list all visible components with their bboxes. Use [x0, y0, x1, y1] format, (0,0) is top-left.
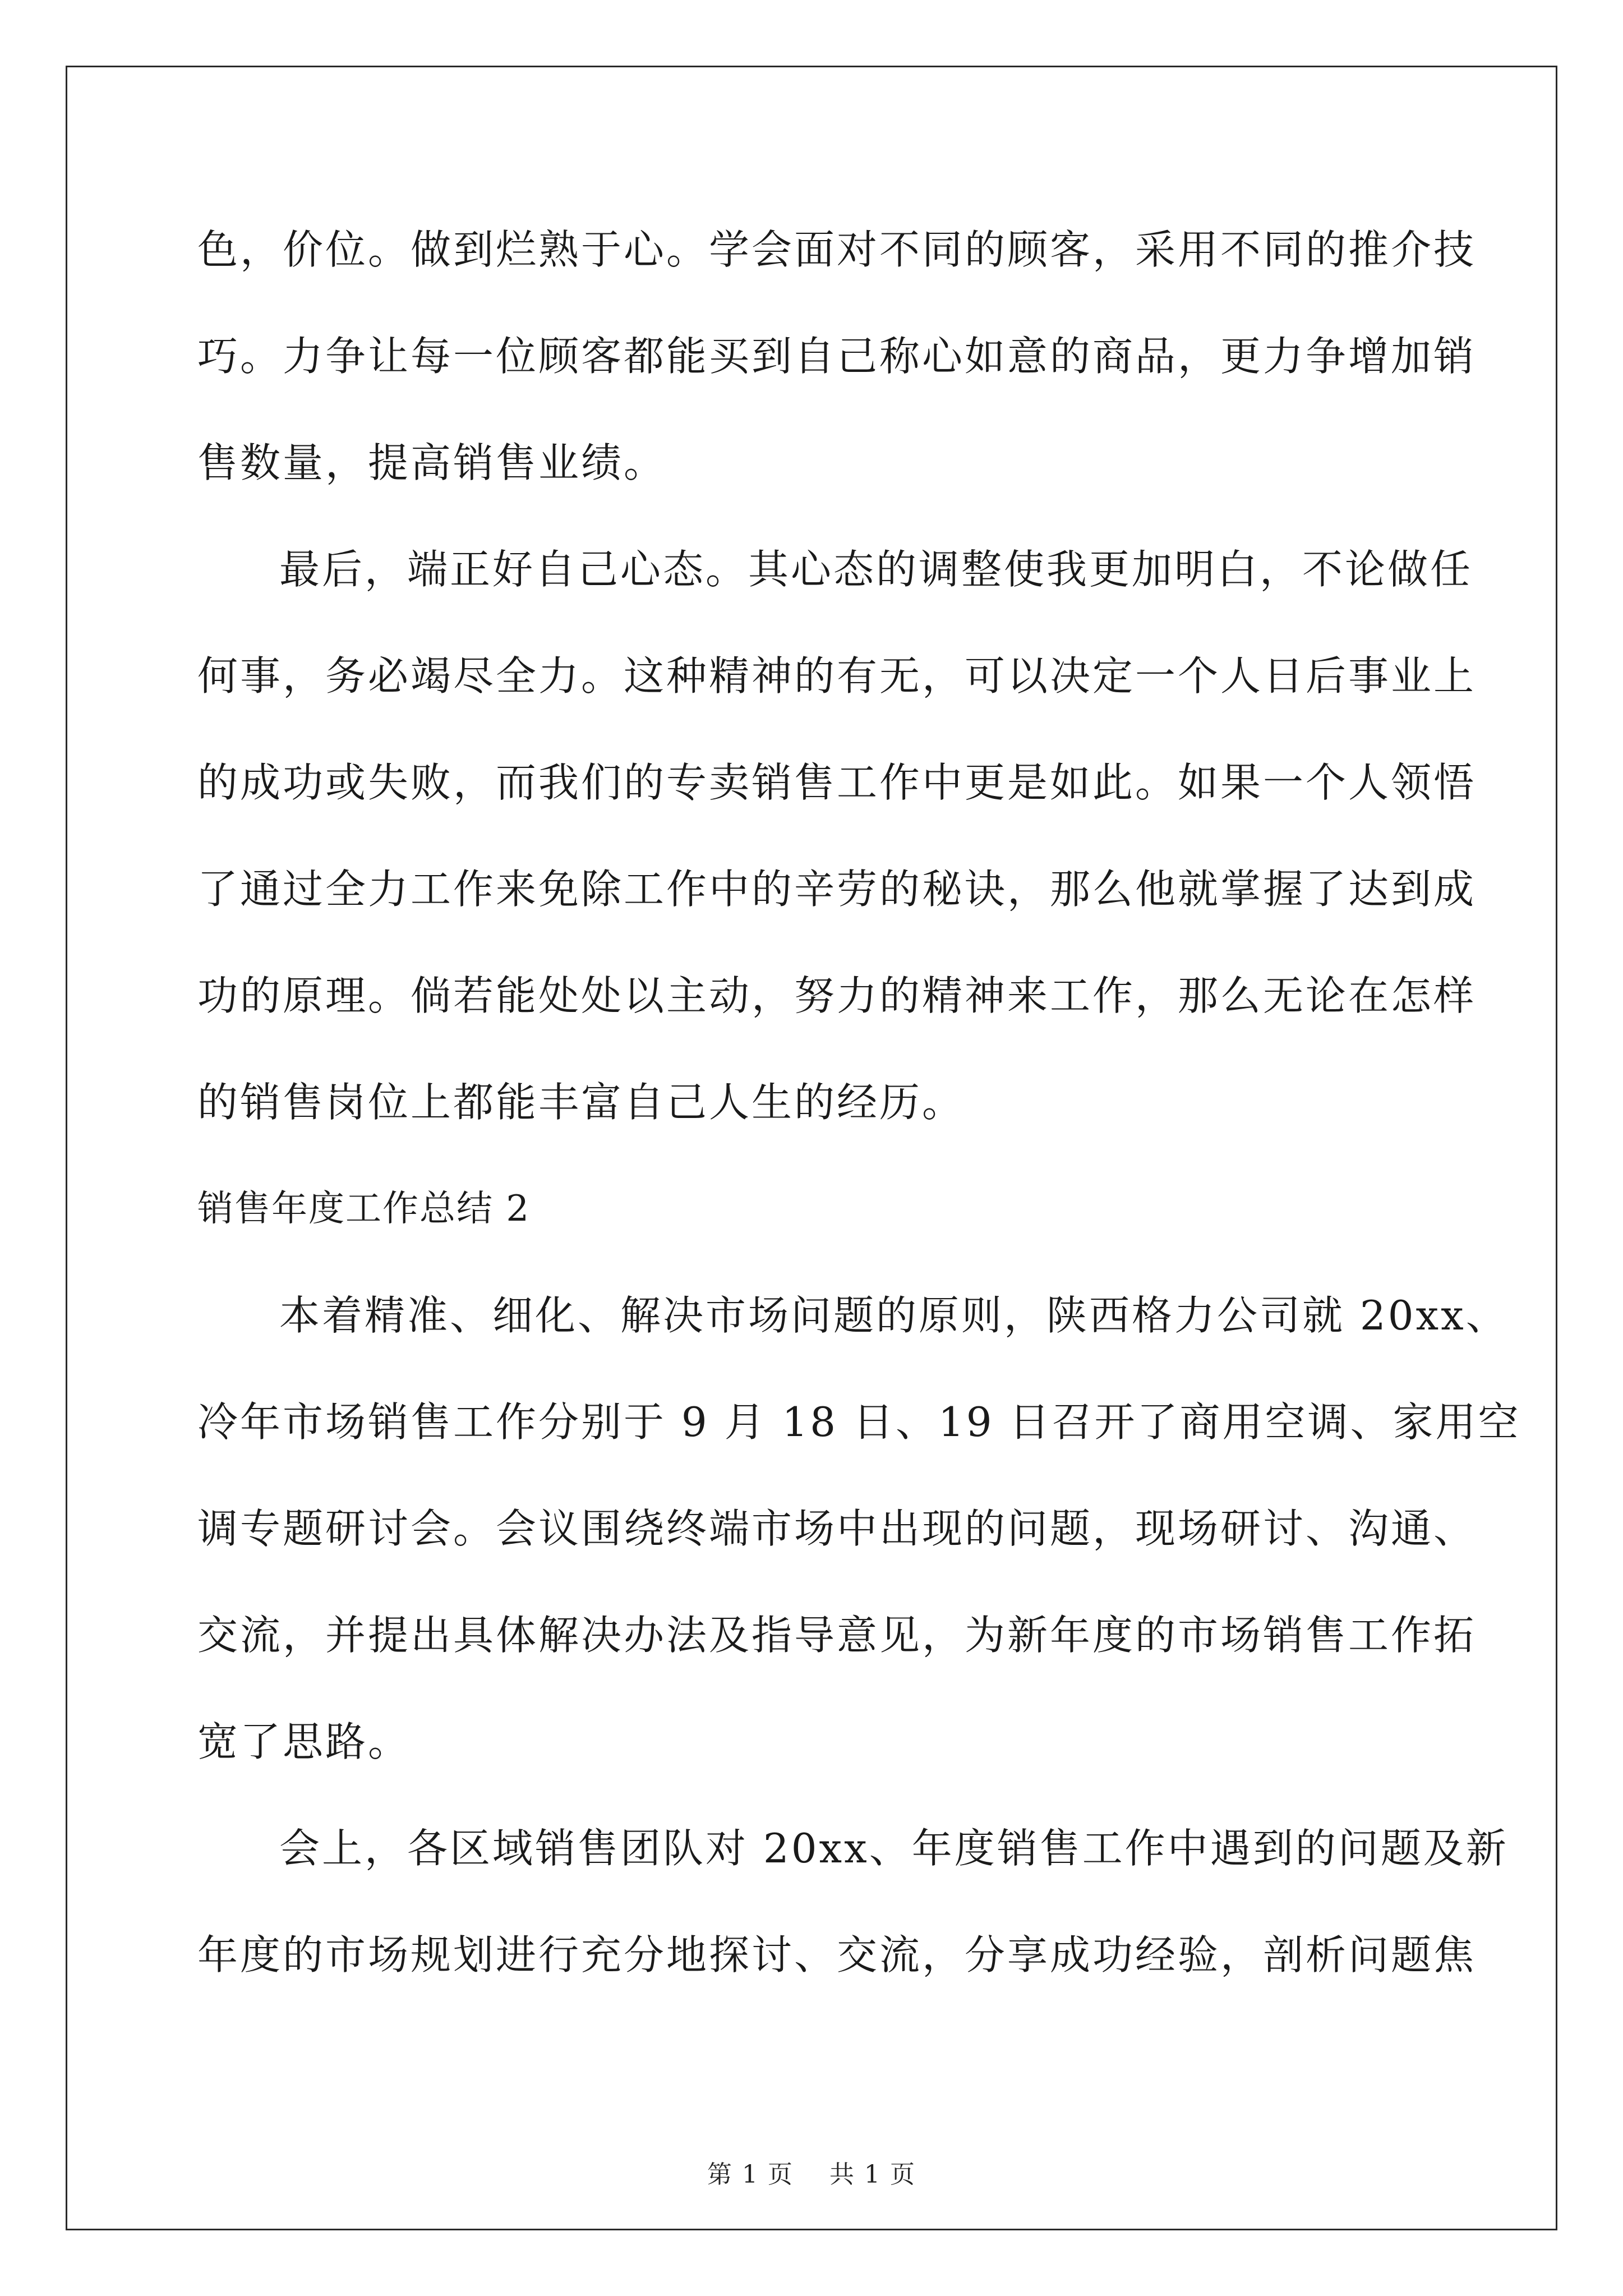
paragraph-line: 宽了思路。: [197, 1718, 411, 1765]
paragraph-line: 何事，务必竭尽全力。这种精神的有无，可以决定一个人日后事业上: [197, 652, 1477, 700]
paragraph-line: 了通过全力工作来免除工作中的辛劳的秘诀，那么他就掌握了达到成: [197, 866, 1477, 913]
page-footer: [0, 2154, 1623, 2190]
page-count: 共 1 页: [829, 2160, 916, 2189]
paragraph-line: 最后，端正好自己心态。其心态的调整使我更加明白，不论做任: [279, 546, 1473, 593]
paragraph-line: 的销售岗位上都能丰富自己人生的经历。: [197, 1079, 965, 1126]
paragraph-line: 巧。力争让每一位顾客都能买到自己称心如意的商品，更力争增加销: [197, 333, 1477, 380]
paragraph-line: 冷年市场销售工作分别于 9 月 18 日、19 日召开了商用空调、家用空: [197, 1398, 1521, 1446]
paragraph-line: 售数量，提高销售业绩。: [197, 439, 667, 486]
section-heading: 销售年度工作总结 2: [197, 1188, 531, 1230]
paragraph-line: 的成功或失败，而我们的专卖销售工作中更是如此。如果一个人领悟: [197, 759, 1477, 806]
paragraph-line: 调专题研讨会。会议围绕终端市场中出现的问题，现场研讨、沟通、: [197, 1505, 1477, 1552]
paragraph-line: 功的原理。倘若能处处以主动，努力的精神来工作，那么无论在怎样: [197, 972, 1477, 1019]
paragraph-line: 会上，各区域销售团队对 20xx、年度销售工作中遇到的问题及新: [279, 1825, 1509, 1872]
paragraph-line: 年度的市场规划进行充分地探讨、交流，分享成功经验，剖析问题焦: [197, 1931, 1477, 1978]
paragraph-line: 色，价位。做到烂熟于心。学会面对不同的顾客，采用不同的推介技: [197, 226, 1477, 273]
paragraph-line: 本着精准、细化、解决市场问题的原则，陕西格力公司就 20xx、: [279, 1292, 1509, 1339]
document-body: [197, 214, 1521, 2026]
paragraph-line: 交流，并提出具体解决办法及指导意见，为新年度的市场销售工作拓: [197, 1612, 1477, 1659]
page-number: 第 1 页: [707, 2160, 794, 2189]
